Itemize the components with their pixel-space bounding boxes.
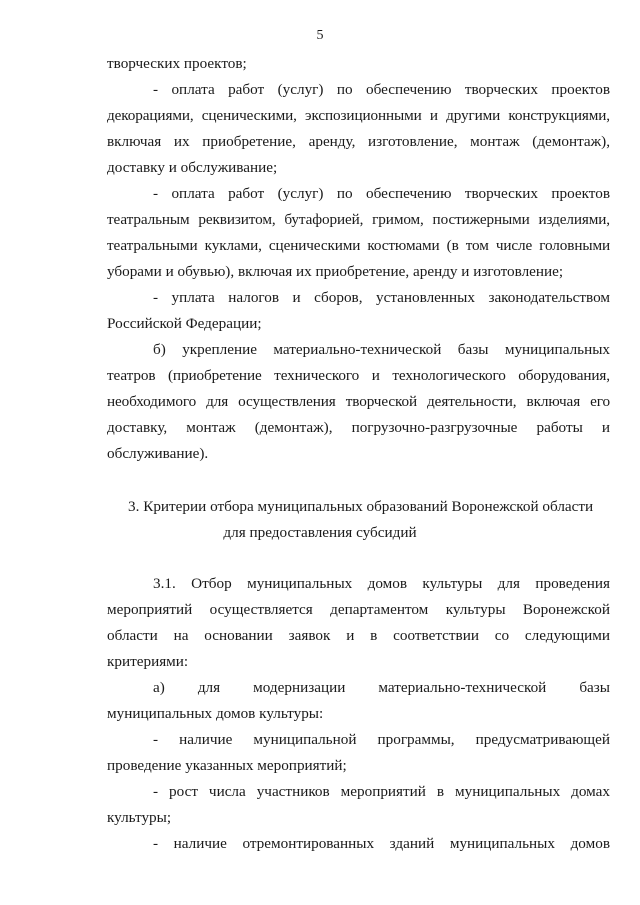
text-line: - уплата налогов и сборов, установленных законодательством [153,289,610,306]
text-line: доставку, монтаж (демонтаж), погрузочно-разгрузочные работы и [107,419,610,436]
text-line: мероприятий осуществляется департаментом культуры Воронежской [107,601,610,618]
text-line: - наличие отремонтированных зданий муниципальных домов [153,835,610,852]
page-number: 5 [316,28,324,43]
text-line: театров (приобретение технического и технологического оборудования, [107,367,610,384]
text-line: включая их приобретение, аренду, изготовление, монтаж (демонтаж), [107,133,610,150]
text-line: критериями: [107,653,189,670]
text-line: театральными куклами, сценическими костюмами (в том числе головными [107,237,610,254]
text-line: муниципальных домов культуры: [107,705,324,722]
text-line: культуры; [107,809,172,826]
text-line: Российской Федерации; [107,315,262,332]
text-line: б) укрепление материально-технической базы муниципальных [153,341,610,358]
section-heading: 3. Критерии отбора муниципальных образований Воронежской области [128,498,594,515]
text-line: декорациями, сценическими, экспозиционными и другими конструкциями, [107,107,610,124]
text-line: - рост числа участников мероприятий в муниципальных домах [153,783,610,800]
text-line: области на основании заявок и в соответствии со следующими [107,627,610,644]
text-line: - оплата работ (услуг) по обеспечению творческих проектов [153,185,610,202]
text-line: - оплата работ (услуг) по обеспечению творческих проектов [153,81,610,98]
text-line: обслуживание). [107,445,209,462]
section-heading: для предоставления субсидий [223,524,417,541]
text-line: необходимого для осуществления творческой деятельности, включая его [107,393,610,410]
text-line: театральным реквизитом, бутафорией, гримом, постижерными изделиями, [107,211,610,228]
text-line: а) для модернизации материально-технической базы [153,679,610,696]
text-line: 3.1. Отбор муниципальных домов культуры для проведения [153,575,610,592]
text-line: доставку и обслуживание; [107,159,278,176]
text-line: творческих проектов; [107,55,247,72]
text-line: уборами и обувью), включая их приобретение, аренду и изготовление; [107,263,564,280]
text-line: проведение указанных мероприятий; [107,757,347,774]
text-line: - наличие муниципальной программы, предусматривающей [153,731,610,748]
